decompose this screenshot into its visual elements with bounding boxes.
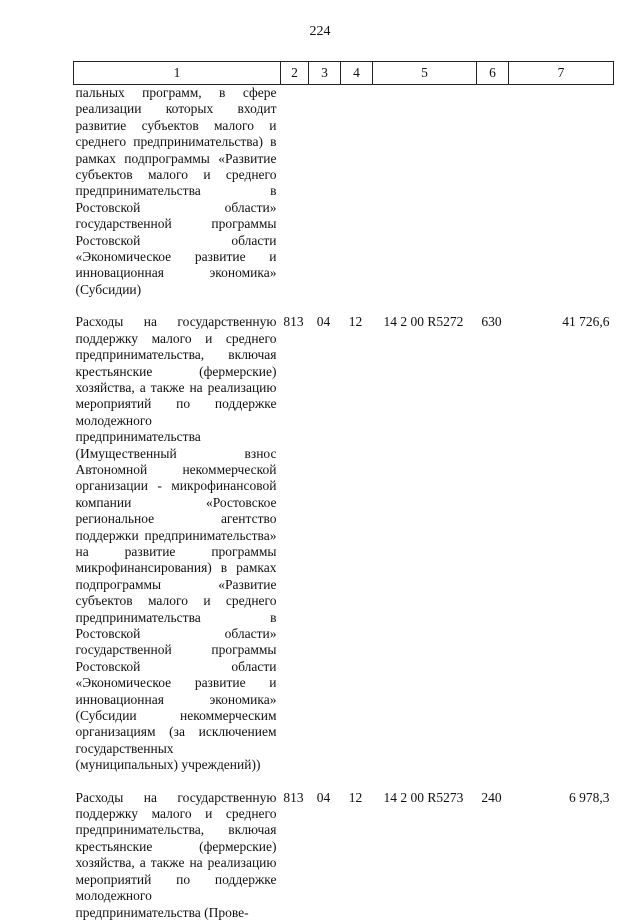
row-section-code: 04 xyxy=(316,314,331,330)
row-target-article: 14 2 00 R5272 xyxy=(383,314,464,330)
row-gap xyxy=(74,774,614,790)
table-row xyxy=(74,85,614,299)
page-number: 224 xyxy=(309,24,331,39)
row-gap xyxy=(74,298,614,314)
table-row xyxy=(74,790,614,921)
row-amount xyxy=(509,85,614,299)
header-col-6: 6 xyxy=(477,62,509,85)
header-col-5: 5 xyxy=(373,62,477,85)
budget-table xyxy=(73,61,614,921)
row-subsection-code: 12 xyxy=(348,789,363,805)
row-description: пальных программ, в сфере реализации которых входит развитие субъектов малого и среднего предпринимательства) в рамках подпрограммы «Развитие субъектов малого и среднего предпринимательства в Ростовской области» государственной программы Ростовской области «Экономическое развитие и инновационная экономика» (Субсидии) xyxy=(75,85,277,297)
row-description: Расходы на государственную поддержку малого и среднего предпринимательства, включая крестьянские (фермерские) хозяйства, а также на реализацию мероприятий по поддержке молодежного предпринимательства (Прове- xyxy=(75,789,277,920)
row-description: Расходы на государственную поддержку малого и среднего предпринимательства, включая крестьянские (фермерские) хозяйства, а также на реализацию мероприятий по поддержке молодежного предпринимательства (Имущественный взнос Автономной некоммерческой организации - микрофинансовой компании «Ростовское региональное агентство поддержки предпринимательства» на развитие программы микрофинансирования) в рамках подпрограммы «Развитие субъектов малого и среднего предпринимательства в Ростовской области» государственной программы Ростовской области «Экономическое развитие и инновационная экономика» (Субсидии некоммерческим организациям (за исключением государственных (муниципальных) учреждений)) xyxy=(75,314,277,773)
header-col-4: 4 xyxy=(341,62,373,85)
row-expense-type: 630 xyxy=(481,314,502,330)
table-row xyxy=(74,314,614,773)
header-col-1: 1 xyxy=(74,62,281,85)
row-subsection-code xyxy=(341,85,373,299)
row-expense-type: 240 xyxy=(481,789,502,805)
header-col-7: 7 xyxy=(509,62,614,85)
row-ministry-code: 813 xyxy=(283,314,304,330)
table-header-row xyxy=(74,62,614,85)
row-section-code xyxy=(309,85,341,299)
header-col-3: 3 xyxy=(309,62,341,85)
row-target-article xyxy=(373,85,477,299)
header-col-2: 2 xyxy=(281,62,309,85)
row-expense-type xyxy=(477,85,509,299)
row-ministry-code xyxy=(281,85,309,299)
row-ministry-code: 813 xyxy=(283,789,304,805)
row-amount: 6 978,3 xyxy=(569,789,610,805)
row-amount: 41 726,6 xyxy=(562,314,610,330)
row-subsection-code: 12 xyxy=(348,314,363,330)
row-target-article: 14 2 00 R5273 xyxy=(383,789,464,805)
row-section-code: 04 xyxy=(316,789,331,805)
